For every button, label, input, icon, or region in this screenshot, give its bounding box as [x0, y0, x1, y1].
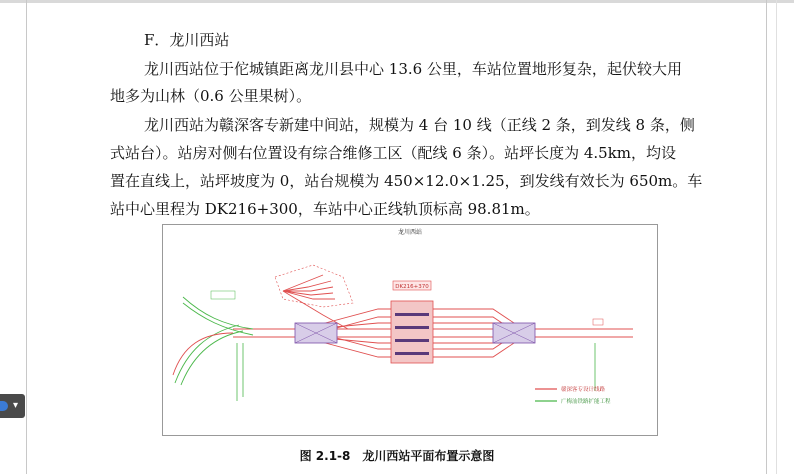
annotation-box: [593, 319, 603, 325]
legend-label: 广梅汕铁路扩能工程: [561, 399, 611, 405]
paragraph-line: 龙川西站为赣深客专新建中间站，规模为 4 台 10 线（正线 2 条，到发线 8 条，侧: [144, 116, 695, 134]
paragraph-line: 置在直线上，站坪坡度为 0，站台规模为 450×12.0×1.25，到发线有效长为 650m。车: [110, 172, 703, 190]
section-heading: F．龙川西站: [144, 31, 230, 49]
page-left-margin-line: [26, 0, 27, 474]
viewer-scroll-edge[interactable]: [776, 0, 777, 474]
existing-railway-tracks: [175, 297, 253, 385]
chevron-down-icon[interactable]: ▾: [13, 400, 19, 411]
figure-title: 龙川西站: [397, 229, 423, 236]
figure-caption: 图 2.1-8 龙川西站平面布置示意图: [299, 449, 495, 463]
legend: [535, 385, 611, 405]
maintenance-area-outline: [275, 265, 353, 307]
mileage-tag: DK216+370: [395, 284, 429, 290]
page-nav-widget[interactable]: [0, 394, 25, 418]
station-layout-figure: [162, 224, 658, 436]
page-nav-indicator-icon: [0, 401, 8, 411]
connecting-curve: [173, 333, 233, 375]
legend-label: 赣深客专设计线路: [561, 387, 606, 393]
page-top-border: [0, 0, 794, 3]
paragraph-line: 地多为山林（0.6 公里果树）。: [110, 87, 312, 105]
station-layout-drawing: [163, 225, 657, 435]
annotation-box: [211, 291, 235, 299]
page-right-margin-line: [766, 0, 767, 474]
paragraph-line: 龙川西站位于佗城镇距离龙川县中心 13.6 公里，车站位置地形复杂，起伏较大用: [144, 60, 682, 78]
paragraph-line: 站中心里程为 DK216+300，车站中心正线轨顶标高 98.81m。: [110, 200, 540, 218]
paragraph-line: 式站台）。站房对侧右位置设有综合维修工区（配线 6 条）。站坪长度为 4.5km，均设: [110, 144, 677, 162]
